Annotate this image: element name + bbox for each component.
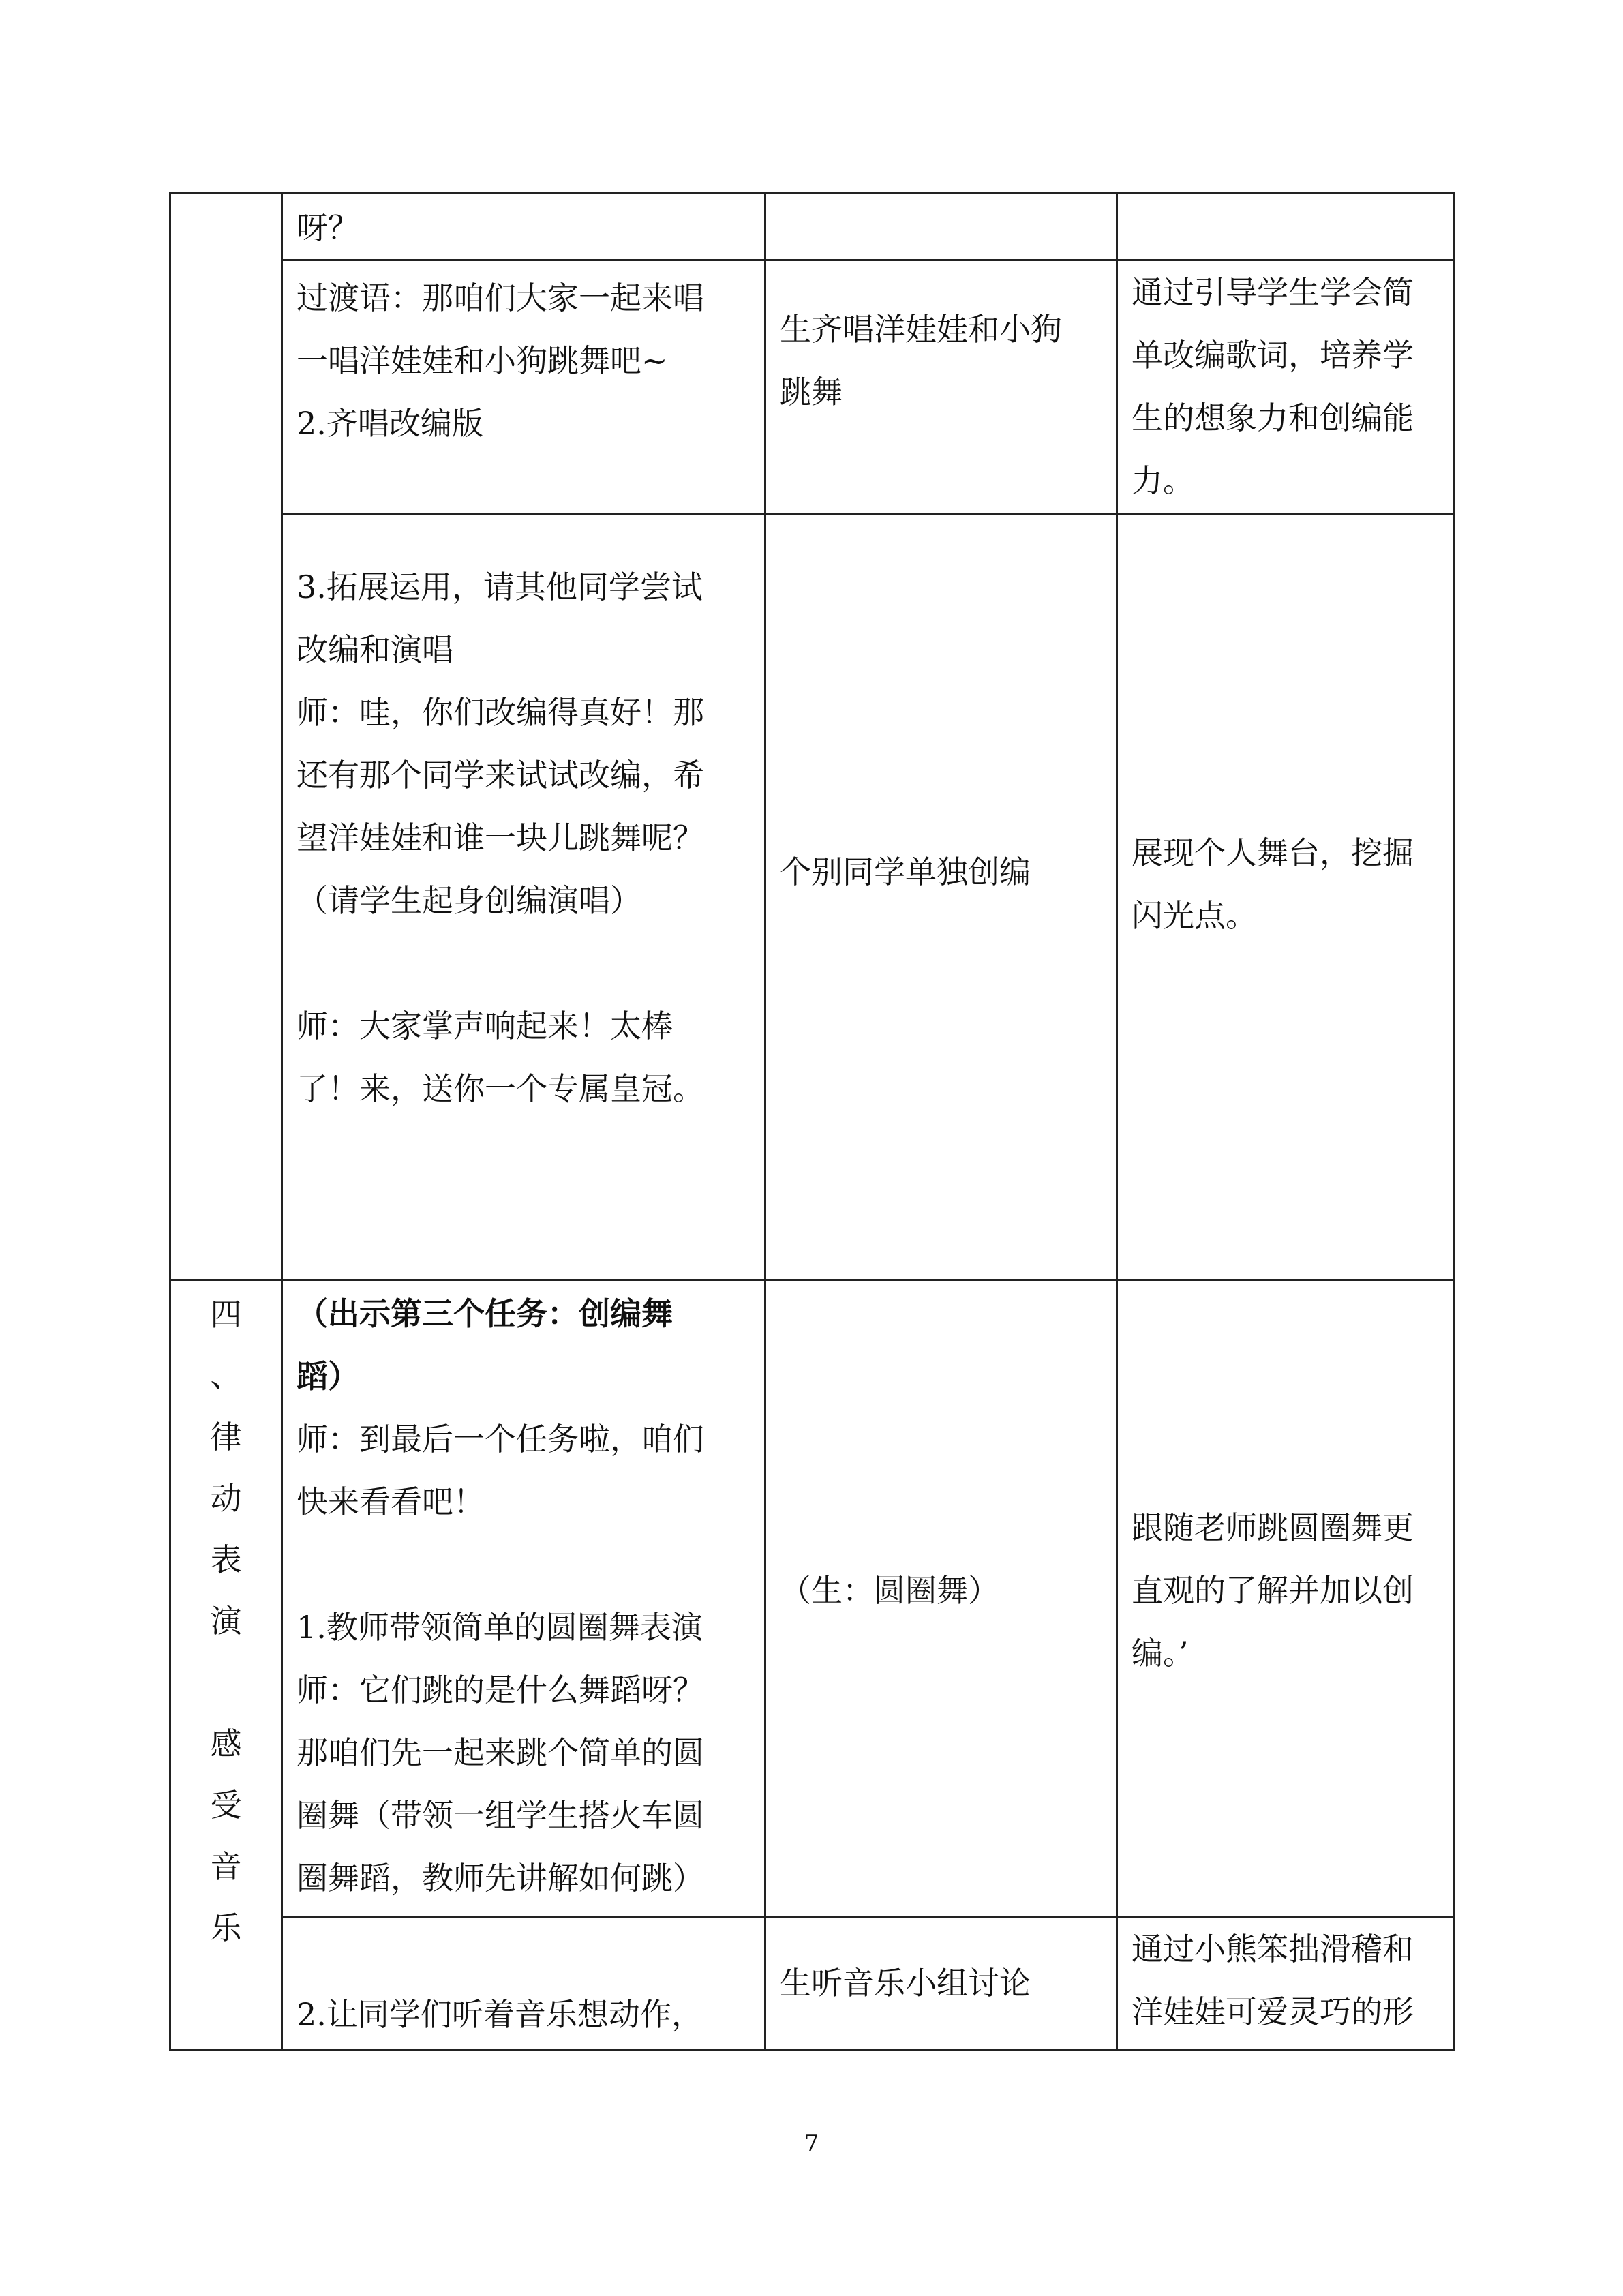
design-purpose-cell — [1117, 194, 1455, 260]
student-activity-text: 生听音乐小组讨论 — [780, 1965, 1031, 2002]
student-activity-cell — [765, 1917, 1117, 2051]
table-row — [170, 260, 1455, 514]
teacher-activity-text: 呀？ — [297, 209, 359, 246]
design-purpose-text: 通过小熊笨拙滑稽和 洋娃娃可爱灵巧的形 — [1132, 1931, 1414, 2030]
table-row — [170, 194, 1455, 260]
page-number: 7 — [804, 2130, 819, 2158]
task-heading: （出示第三个任务：创编舞 蹈） — [297, 1295, 673, 1395]
design-purpose-text: 通过引导学生学会简 单改编歌词，培养学 生的想象力和创编能 力。 — [1132, 274, 1414, 499]
stage-cell — [170, 1280, 282, 2051]
teacher-activity-cell — [282, 514, 765, 1280]
stage-label: 四 、 律 动 表 演 感 受 音 乐 — [210, 1296, 242, 1946]
student-activity-cell — [765, 514, 1117, 1280]
student-activity-cell — [765, 1280, 1117, 1917]
student-activity-text: 个别同学单独创编 — [780, 854, 1031, 890]
student-activity-text: （生：圆圈舞） — [780, 1572, 999, 1609]
teacher-activity-text: 2.让同学们听着音乐想动作， — [297, 1996, 703, 2033]
design-purpose-cell — [1117, 1917, 1455, 2051]
teacher-activity-cell — [282, 194, 765, 260]
student-activity-text: 生齐唱洋娃娃和小狗 跳舞 — [780, 311, 1062, 410]
teacher-activity-text: 师：到最后一个任务啦，咱们 快来看看吧！ 1.教师带领简单的圆圈舞表演 师：它们跳的是什么舞蹈呀？ 那咱们先一起来跳个简单的圆 圈舞（带领一组学生搭火车圆 圈舞蹈，教师先讲解如何跳） — [297, 1421, 704, 1897]
teacher-activity-cell — [282, 1917, 765, 2051]
design-purpose-cell — [1117, 1280, 1455, 1917]
student-activity-cell — [765, 260, 1117, 514]
design-purpose-text: 跟随老师跳圆圈舞更 直观的了解并加以创 编。’ — [1132, 1509, 1414, 1672]
teacher-activity-text: 3.拓展运用，请其他同学尝试 改编和演唱 师：哇，你们改编得真好！那 还有那个同学来试试改编，希 望洋娃娃和谁一块儿跳舞呢？ （请学生起身创编演唱） 师：大家掌声响起来！太棒 了！来，送你一个专属皇冠。 — [297, 569, 704, 1107]
student-activity-cell — [765, 194, 1117, 260]
lesson-plan-table — [169, 192, 1455, 2051]
teacher-activity-cell — [282, 1280, 765, 1917]
stage-cell — [170, 194, 282, 1280]
teacher-activity-cell — [282, 260, 765, 514]
teacher-activity-text: 过渡语：那咱们大家一起来唱 一唱洋娃娃和小狗跳舞吧~ 2.齐唱改编版 — [297, 280, 704, 442]
design-purpose-text: 展现个人舞台，挖掘 闪光点。 — [1132, 834, 1414, 934]
table-row — [170, 1280, 1455, 1917]
table-row — [170, 1917, 1455, 2051]
design-purpose-cell — [1117, 260, 1455, 514]
design-purpose-cell — [1117, 514, 1455, 1280]
table-row — [170, 514, 1455, 1280]
